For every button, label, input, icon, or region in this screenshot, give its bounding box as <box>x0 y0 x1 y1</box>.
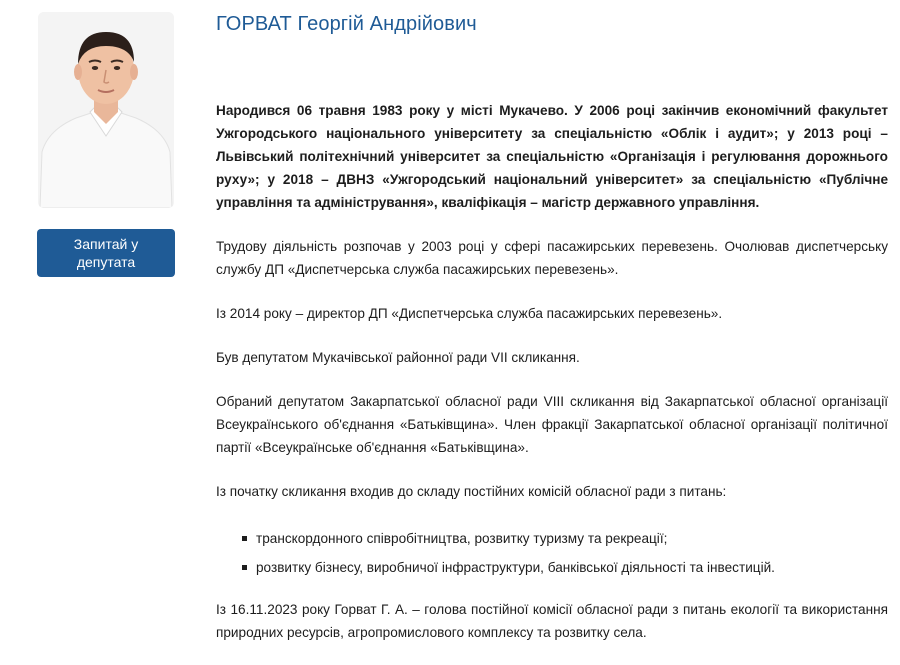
deputy-name: ГОРВАТ Георгій Андрійович <box>216 13 477 35</box>
biography-regional-council: Обраний депутатом Закарпатської обласної ради VIII скликання від Закарпатської обласної організації Всеукраїнського об'єднання «Батьківщина». Член фракції Закарпатської обласної організації політичної партії «Всеукраїнське об'єднання «Батьківщина». <box>216 394 888 455</box>
biography <box>216 99 888 665</box>
biography-commissions-intro: Із початку скликання входив до складу постійних комісій обласної ради з питань: <box>216 484 727 499</box>
biography-commission-head: Із 16.11.2023 року Горват Г. А. – голова постійної комісії обласної ради з питань екології та використання природних ресурсів, агропромислового комплексу та розвитку села. <box>216 602 888 640</box>
biography-education: Народився 06 травня 1983 року у місті Мукачево. У 2006 році закінчив економічний факультет Ужгородського національного університету за спеціальністю «Облік і аудит»; у 2013 році – Львівський політехнічний університет за спеціальністю «Організація і регулювання дорожнього руху»; у 2018 – ДВНЗ «Ужгородський національний університет» за спеціальністю «Публічне управління та адміністрування», кваліфікація – магістр державного управління. <box>216 103 888 210</box>
deputy-photo <box>38 12 174 208</box>
commission-item: розвитку бізнесу, виробничої інфраструктури, банківської діяльності та інвестицій. <box>242 553 888 582</box>
portrait-image <box>38 12 174 208</box>
commission-list <box>216 524 888 582</box>
ask-deputy-button[interactable]: Запитай у депутата <box>37 229 175 277</box>
biography-director: Із 2014 року – директор ДП «Диспетчерська служба пасажирських перевезень». <box>216 306 723 321</box>
commission-item: транскордонного співробітництва, розвитку туризму та рекреації; <box>242 524 888 553</box>
biography-district-council: Був депутатом Мукачівської районної ради VII скликання. <box>216 350 580 365</box>
biography-career-start: Трудову діяльність розпочав у 2003 році у сфері пасажирських перевезень. Очолював диспетчерську службу ДП «Диспетчерська служба пасажирських перевезень». <box>216 239 888 277</box>
